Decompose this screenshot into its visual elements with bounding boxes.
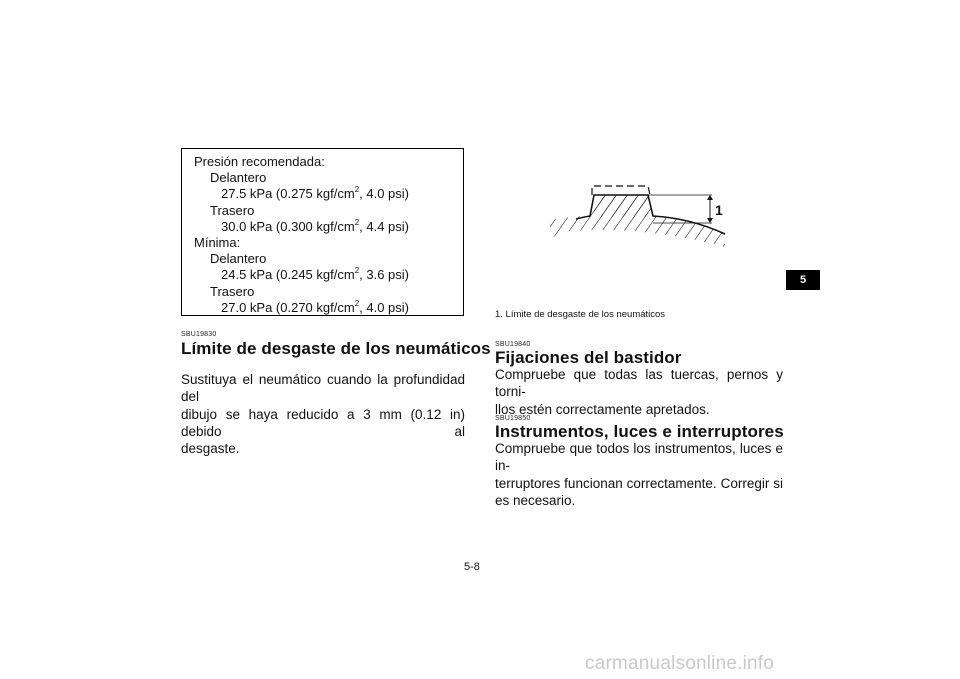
pressure-title: Presión recomendada: xyxy=(194,154,325,169)
section-body-instruments: Compruebe que todos los instrumentos, luces e in- terruptores funcionan correctamente. Corregir si es necesario. xyxy=(495,441,783,508)
rear-label: Trasero xyxy=(210,202,255,218)
minimum-label: Mínima: xyxy=(194,235,241,251)
tread-wear-diagram xyxy=(540,178,730,248)
page-number: 5-8 xyxy=(464,561,480,573)
section-title-wear: Límite de desgaste de los neumáticos xyxy=(181,339,491,358)
section-code-frame: SBU19840 xyxy=(495,341,531,348)
rear-minimum-value: 27.0 kPa (0.270 kgf/$cm^2$, 4.0 psi) xyxy=(221,298,409,315)
section-body-wear: Sustituya el neumático cuando la profundidad del dibujo se haya reducido a 3 mm (0.12 in) debido al desgaste. xyxy=(181,372,465,457)
original-tread-dashed-line xyxy=(592,186,650,195)
watermark: carmanualsonline.info xyxy=(585,653,775,674)
front-label-minimum: Delantero xyxy=(210,251,267,267)
section-code-wear: SBU19830 xyxy=(181,331,217,338)
rear-recommended-value: 30.0 kPa (0.300 kgf/$cm^2$, 4.4 psi) xyxy=(221,217,409,234)
section-title-frame: Fijaciones del bastidor xyxy=(495,348,682,367)
rear-label-minimum: Trasero xyxy=(210,283,255,299)
chapter-tab: 5 xyxy=(786,270,820,290)
section-body-frame: Compruebe que todas las tuercas, pernos y torni- llos estén correctamente apretados. xyxy=(495,367,783,417)
front-label: Delantero xyxy=(210,170,267,186)
figure-caption: 1. Límite de desgaste de los neumáticos xyxy=(495,309,666,320)
section-code-instruments: SBU19850 xyxy=(495,415,531,422)
front-minimum-value: 24.5 kPa (0.245 kgf/$cm^2$, 3.6 psi) xyxy=(221,266,409,283)
section-title-instruments: Instrumentos, luces e interruptores xyxy=(495,422,784,441)
tire-pressure-box xyxy=(181,148,464,316)
wear-limit-callout: 1 xyxy=(715,202,723,218)
front-recommended-value: 27.5 kPa (0.275 kgf/$cm^2$, 4.0 psi) xyxy=(221,185,409,202)
